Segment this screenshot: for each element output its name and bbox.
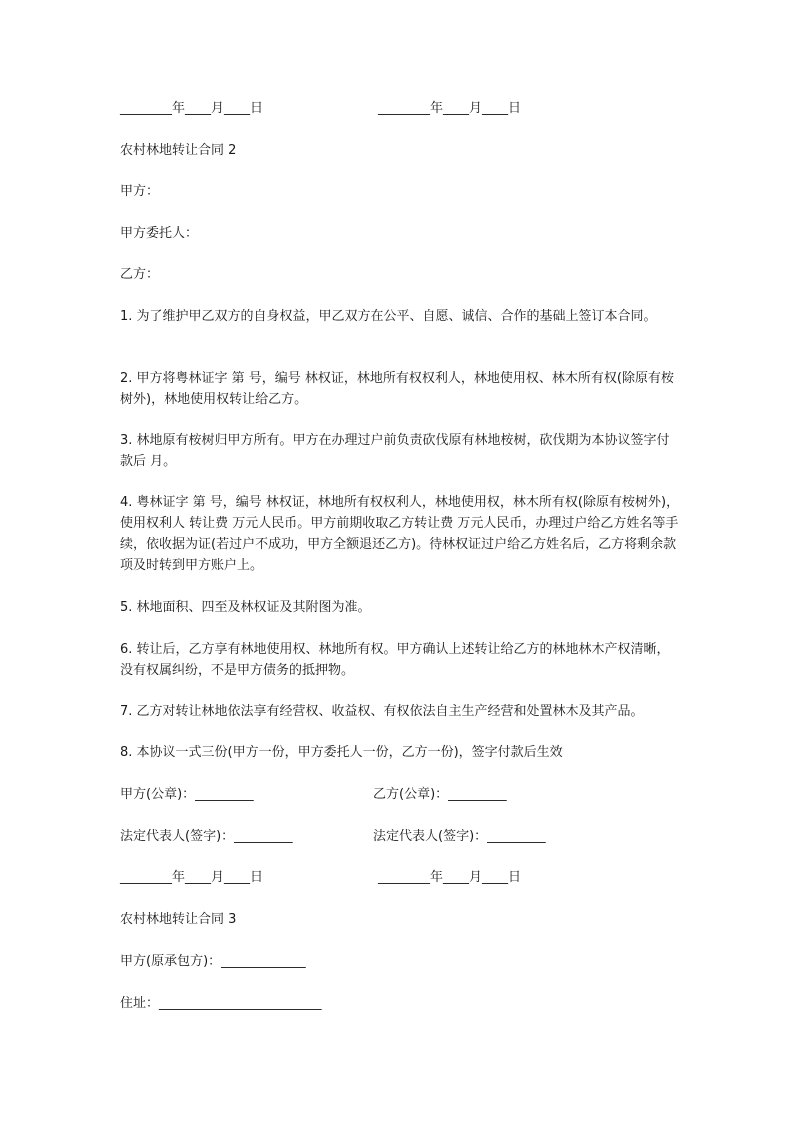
date-left: ________年____月____日 bbox=[120, 101, 264, 116]
clause-3: 3. 林地原有桉树归甲方所有。甲方在办理过户前负责砍伐原有林地桉树，砍伐期为本协议签字付款后 月。 bbox=[120, 433, 670, 469]
clause-6: 6. 转让后，乙方享有林地使用权、林地所有权。甲方确认上述转让给乙方的林地林木产权清晰，没有权属纠纷，不是甲方债务的抵押物。 bbox=[120, 642, 670, 678]
clause-2: 2. 甲方将粤林证字 第 号，编号 林权证，林地所有权权利人，林地使用权、林木所有权(除原有桉树外)，林地使用权转让给乙方。 bbox=[120, 371, 675, 407]
date-right: ________年____月____日 bbox=[378, 101, 522, 116]
clause-4: 4. 粤林证字 第 号，编号 林权证，林地所有权权利人，林地使用权，林木所有权(除原有桉树外)，使用权利人 转让费 万元人民币。甲方前期收取乙方转让费 万元人民币，办理过户给乙方姓名等手续，依收据为证(若过户不成功，甲方全额退还乙方)。待林权证过户给乙方姓名后，乙方将剩余款项及时转到甲方账户上。 bbox=[120, 495, 680, 573]
contract-3-title: 农村林地转让合同 3 bbox=[120, 912, 237, 927]
party-a-representative: 法定代表人(签字)：_________ bbox=[120, 829, 293, 844]
party-b-label: 乙方： bbox=[120, 267, 160, 282]
party-a-label: 甲方： bbox=[120, 184, 160, 199]
original-contractor-label: 甲方(原承包方)：_____________ bbox=[120, 954, 306, 969]
seal-row bbox=[120, 784, 680, 805]
contract-2-title: 农村林地转让合同 2 bbox=[120, 143, 237, 158]
clause-8: 8. 本协议一式三份(甲方一份，甲方委托人一份，乙方一份)，签字付款后生效 bbox=[120, 745, 563, 760]
address-label: 住址：_________________________ bbox=[120, 996, 322, 1011]
party-a-seal: 甲方(公章)：_________ bbox=[120, 787, 254, 802]
representative-row bbox=[120, 826, 680, 847]
clause-1: 1. 为了维护甲乙双方的自身权益，甲乙双方在公平、自愿、诚信、合作的基础上签订本合同。 bbox=[120, 309, 657, 324]
party-b-representative: 法定代表人(签字)：_________ bbox=[373, 829, 546, 844]
party-b-seal: 乙方(公章)：_________ bbox=[373, 787, 507, 802]
date-row-contract-2 bbox=[120, 867, 680, 888]
party-a-agent-label: 甲方委托人： bbox=[120, 226, 199, 241]
date-right: ________年____月____日 bbox=[378, 870, 522, 885]
clause-5: 5. 林地面积、四至及林权证及其附图为准。 bbox=[120, 600, 371, 615]
clause-7: 7. 乙方对转让林地依法享有经营权、收益权、有权依法自主生产经营和处置林木及其产品。 bbox=[120, 704, 644, 719]
date-left: ________年____月____日 bbox=[120, 870, 264, 885]
date-row-top bbox=[120, 98, 680, 119]
